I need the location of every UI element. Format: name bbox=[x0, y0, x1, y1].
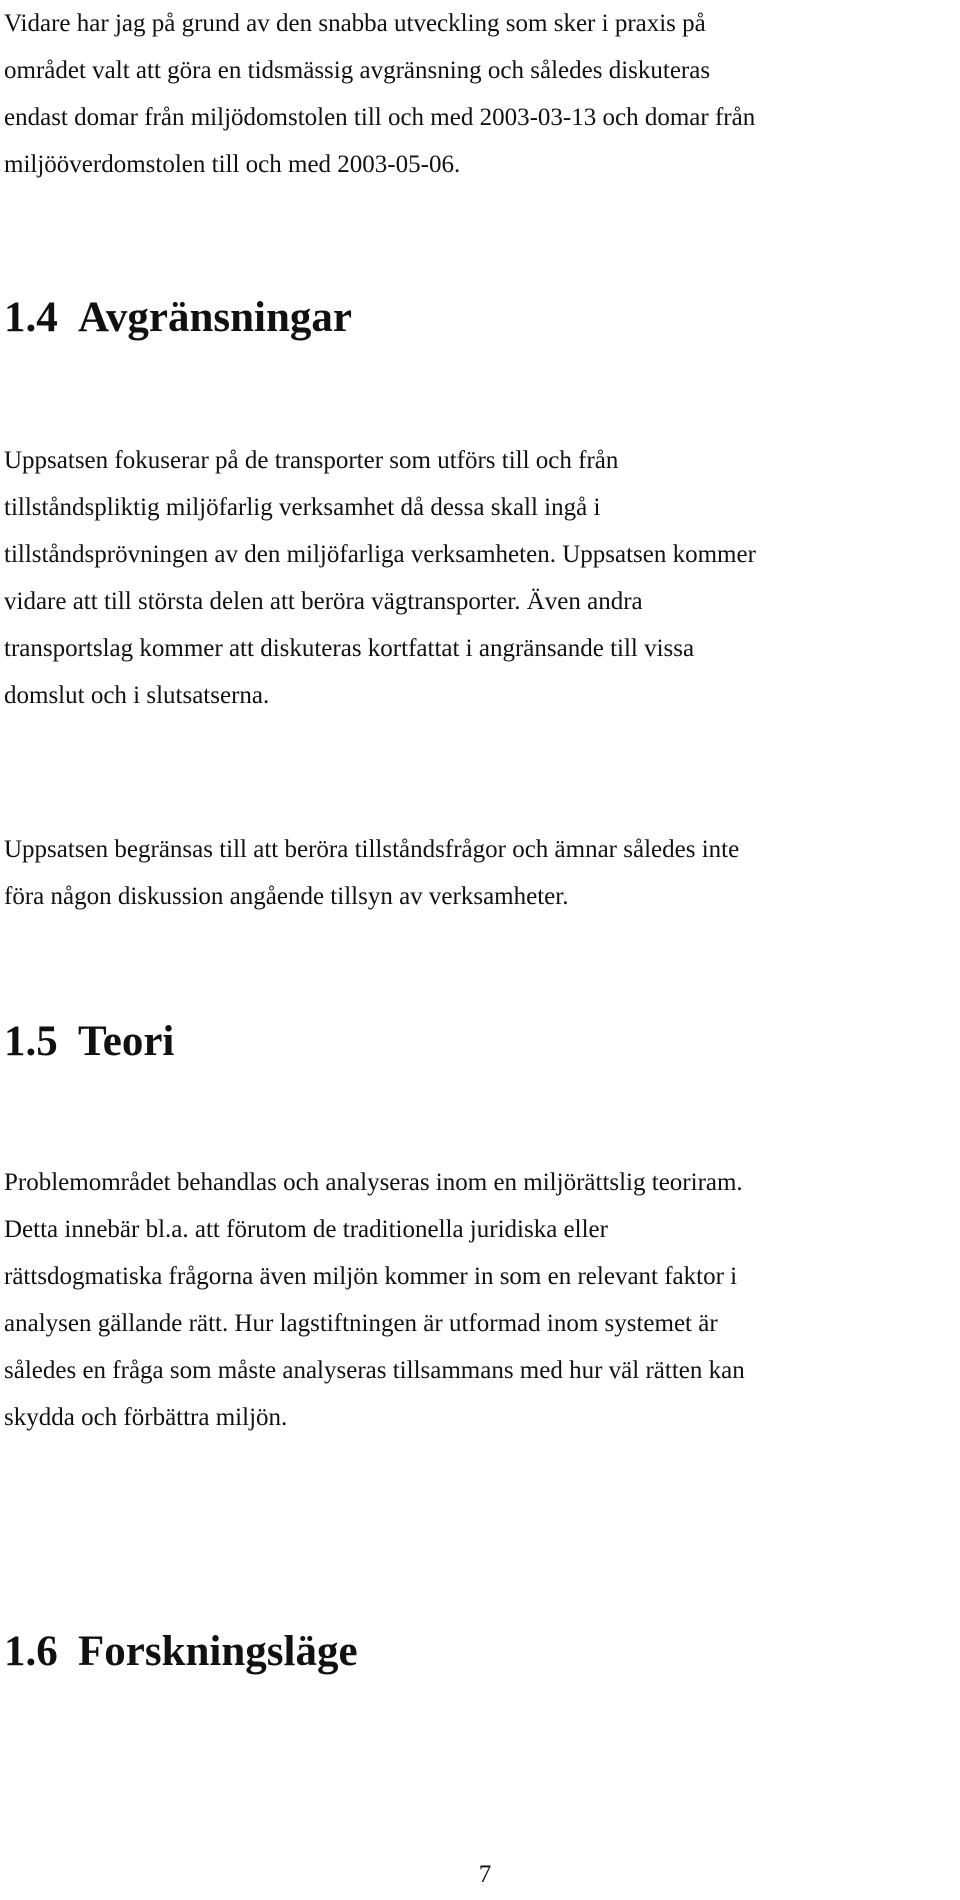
section-number: 1.4 bbox=[4, 294, 58, 341]
avgransningar-paragraph-2 bbox=[4, 826, 954, 920]
paragraph-line: analysen gällande rätt. Hur lagstiftningen är utformad inom systemet är bbox=[4, 1310, 718, 1337]
section-heading-avgransningar bbox=[4, 292, 352, 344]
section-number: 1.5 bbox=[4, 1018, 58, 1065]
paragraph-line: Problemområdet behandlas och analyseras inom en miljörättslig teoriram. bbox=[4, 1169, 743, 1196]
section-title: Forskningsläge bbox=[78, 1628, 358, 1675]
page-number: 7 bbox=[478, 1861, 492, 1888]
paragraph-line: Vidare har jag på grund av den snabba utveckling som sker i praxis på bbox=[4, 10, 706, 37]
paragraph-line: domslut och i slutsatserna. bbox=[4, 682, 270, 709]
paragraph-line: transportslag kommer att diskuteras kortfattat i angränsande till vissa bbox=[4, 635, 695, 662]
paragraph-line: således en fråga som måste analyseras tillsammans med hur väl rätten kan bbox=[4, 1357, 745, 1384]
paragraph-line: föra någon diskussion angående tillsyn av verksamheter. bbox=[4, 883, 569, 910]
section-title: Teori bbox=[78, 1018, 175, 1065]
section-number: 1.6 bbox=[4, 1628, 58, 1675]
paragraph-line: skydda och förbättra miljön. bbox=[4, 1404, 288, 1431]
paragraph-line: endast domar från miljödomstolen till och med 2003-03-13 och domar från bbox=[4, 104, 756, 131]
paragraph-line: rättsdogmatiska frågorna även miljön kommer in som en relevant faktor i bbox=[4, 1263, 738, 1290]
paragraph-line: tillståndspliktig miljöfarlig verksamhet då dessa skall ingå i bbox=[4, 494, 601, 521]
paragraph-line: tillståndsprövningen av den miljöfarliga verksamheten. Uppsatsen kommer bbox=[4, 541, 756, 568]
section-heading-teori bbox=[4, 1016, 174, 1068]
paragraph-line: Uppsatsen begränsas till att beröra tillståndsfrågor och ämnar således inte bbox=[4, 836, 740, 863]
paragraph-line: Detta innebär bl.a. att förutom de traditionella juridiska eller bbox=[4, 1216, 608, 1243]
paragraph-line: miljööverdomstolen till och med 2003-05-06. bbox=[4, 151, 461, 178]
paragraph-line: området valt att göra en tidsmässig avgränsning och således diskuteras bbox=[4, 57, 711, 84]
section-heading-forskningslage bbox=[4, 1626, 358, 1678]
avgransningar-paragraph-1 bbox=[4, 437, 954, 719]
paragraph-line: Uppsatsen fokuserar på de transporter som utförs till och från bbox=[4, 447, 619, 474]
intro-paragraph bbox=[4, 0, 954, 188]
paragraph-line: vidare att till största delen att beröra vägtransporter. Även andra bbox=[4, 588, 643, 615]
section-title: Avgränsningar bbox=[78, 294, 352, 341]
teori-paragraph bbox=[4, 1159, 954, 1441]
